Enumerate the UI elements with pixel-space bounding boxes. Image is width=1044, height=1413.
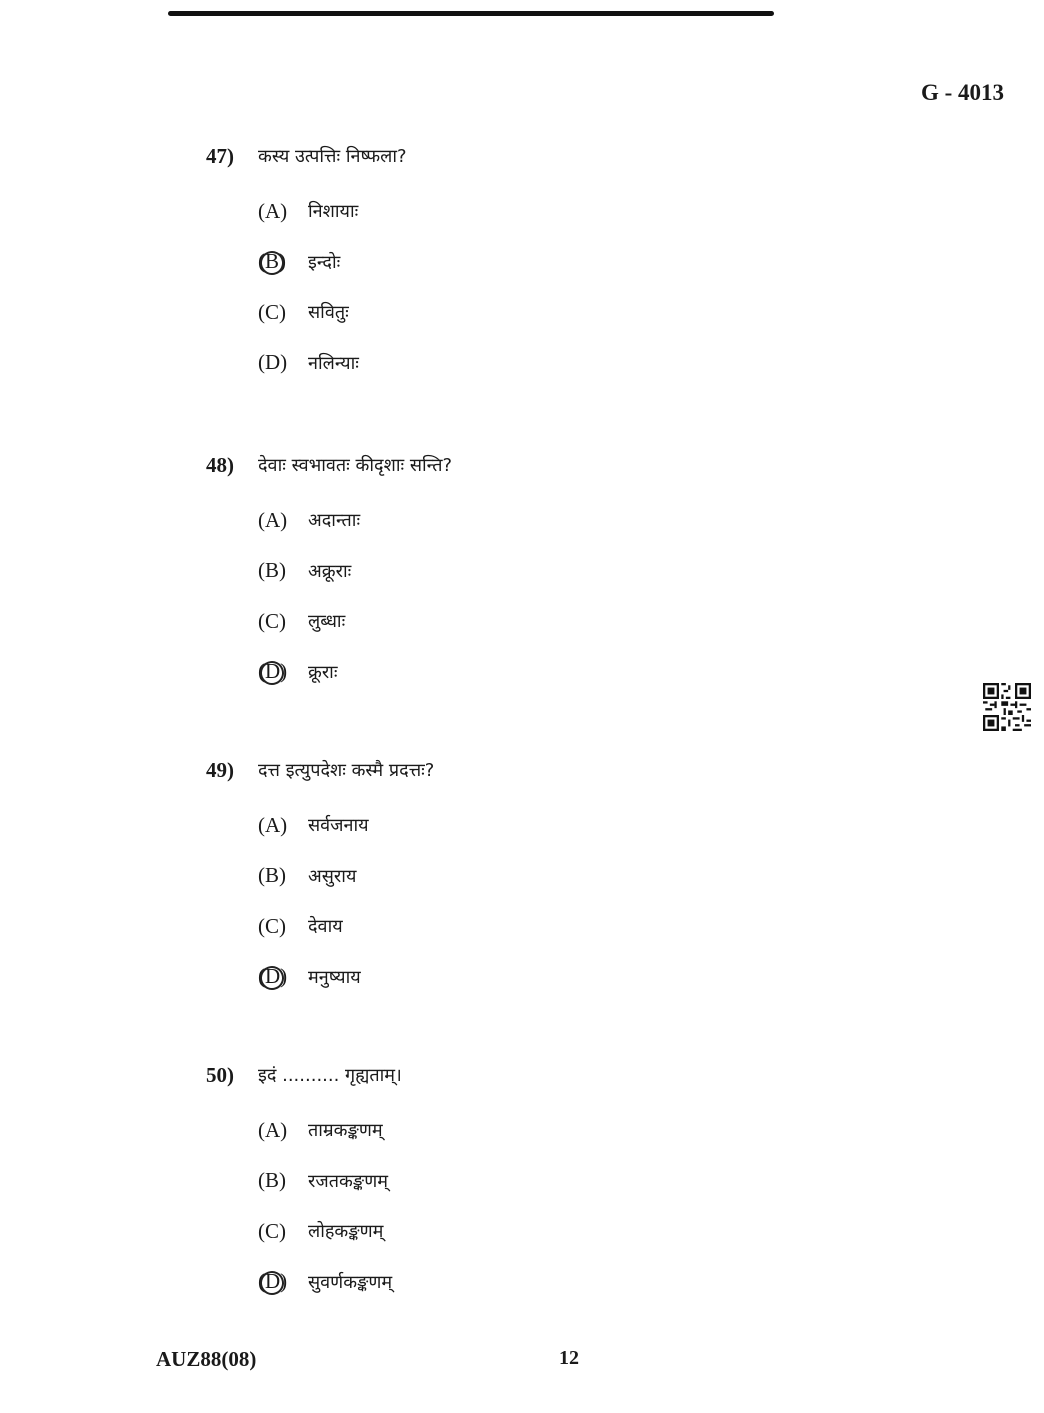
- option-c: [258, 901, 434, 952]
- option-a: [258, 1105, 402, 1156]
- question-number: 50): [206, 1062, 234, 1087]
- option-b: [258, 237, 407, 288]
- option-a: [258, 800, 434, 851]
- option-text: अक्रूराः: [308, 560, 352, 582]
- option-label: (A): [258, 812, 288, 837]
- question-stem: [206, 750, 434, 790]
- paper-code: G - 4013: [920, 80, 1004, 105]
- option-label: (B): [258, 863, 286, 888]
- option-label-marked: (D): [258, 1269, 308, 1294]
- question-text: कस्य उत्पत्तिः निष्फला?: [258, 146, 407, 167]
- question-stem: [206, 1055, 402, 1095]
- question-49: [206, 750, 434, 1002]
- option-text: असुराय: [308, 865, 357, 887]
- option-text: अदान्ताः: [308, 510, 361, 532]
- question-47: [206, 136, 407, 388]
- option-d: [258, 338, 407, 389]
- option-text: सर्वजनाय: [308, 815, 369, 837]
- option-text: सुवर्णकङ्कणम्: [308, 1271, 393, 1293]
- question-50: [206, 1055, 402, 1307]
- question-48: [206, 445, 452, 697]
- question-number: 47): [206, 143, 234, 168]
- footer-code: AUZ88(08): [156, 1347, 257, 1371]
- question-text: देवाः स्वभावतः कीदृशाः सन्ति?: [258, 455, 453, 476]
- option-text: इन्दोः: [308, 251, 341, 273]
- option-label: (A): [258, 198, 288, 223]
- option-label: (C): [258, 1218, 286, 1243]
- option-text: रजतकङ्कणम्: [308, 1170, 388, 1192]
- option-label: (B): [258, 558, 286, 583]
- option-label: (C): [258, 299, 286, 324]
- option-label: (D): [258, 350, 288, 375]
- option-b: [258, 851, 434, 902]
- option-label: (B): [258, 1168, 286, 1193]
- option-text: लोहकङ्कणम्: [308, 1221, 384, 1243]
- option-label: (C): [258, 608, 286, 633]
- option-list: [258, 186, 407, 388]
- qr-code-icon: [983, 683, 1031, 731]
- option-text: मनुष्याय: [308, 966, 361, 988]
- page-number: 12: [559, 1347, 579, 1369]
- option-a: [258, 495, 452, 546]
- option-text: नलिन्याः: [308, 352, 359, 374]
- option-d: [258, 952, 434, 1003]
- option-list: [258, 800, 434, 1002]
- option-label: (A): [258, 507, 288, 532]
- option-text: निशायाः: [308, 201, 359, 223]
- option-label-marked: (B): [258, 249, 308, 274]
- option-b: [258, 1156, 402, 1207]
- option-label: (C): [258, 913, 286, 938]
- option-text: ताम्रकङ्कणम्: [308, 1120, 383, 1142]
- question-number: 48): [206, 452, 234, 477]
- top-rule: [168, 11, 774, 16]
- option-text: लुब्धाः: [308, 611, 346, 633]
- question-number: 49): [206, 757, 234, 782]
- option-c: [258, 596, 452, 647]
- option-text: क्रूराः: [308, 661, 338, 683]
- option-text: सवितुः: [308, 302, 349, 324]
- option-label-marked: (D): [258, 659, 308, 684]
- option-c: [258, 287, 407, 338]
- option-list: [258, 495, 452, 697]
- option-label-marked: (D): [258, 964, 308, 989]
- option-a: [258, 186, 407, 237]
- question-text: इदं .......... गृह्यताम्।: [258, 1065, 402, 1086]
- option-d: [258, 1257, 402, 1308]
- option-b: [258, 546, 452, 597]
- option-label: (A): [258, 1117, 288, 1142]
- option-list: [258, 1105, 402, 1307]
- question-stem: [206, 445, 452, 485]
- option-text: देवाय: [308, 916, 343, 938]
- option-c: [258, 1206, 402, 1257]
- option-d: [258, 647, 452, 698]
- question-stem: [206, 136, 407, 176]
- question-text: दत्त इत्युपदेशः कस्मै प्रदत्तः?: [258, 760, 435, 781]
